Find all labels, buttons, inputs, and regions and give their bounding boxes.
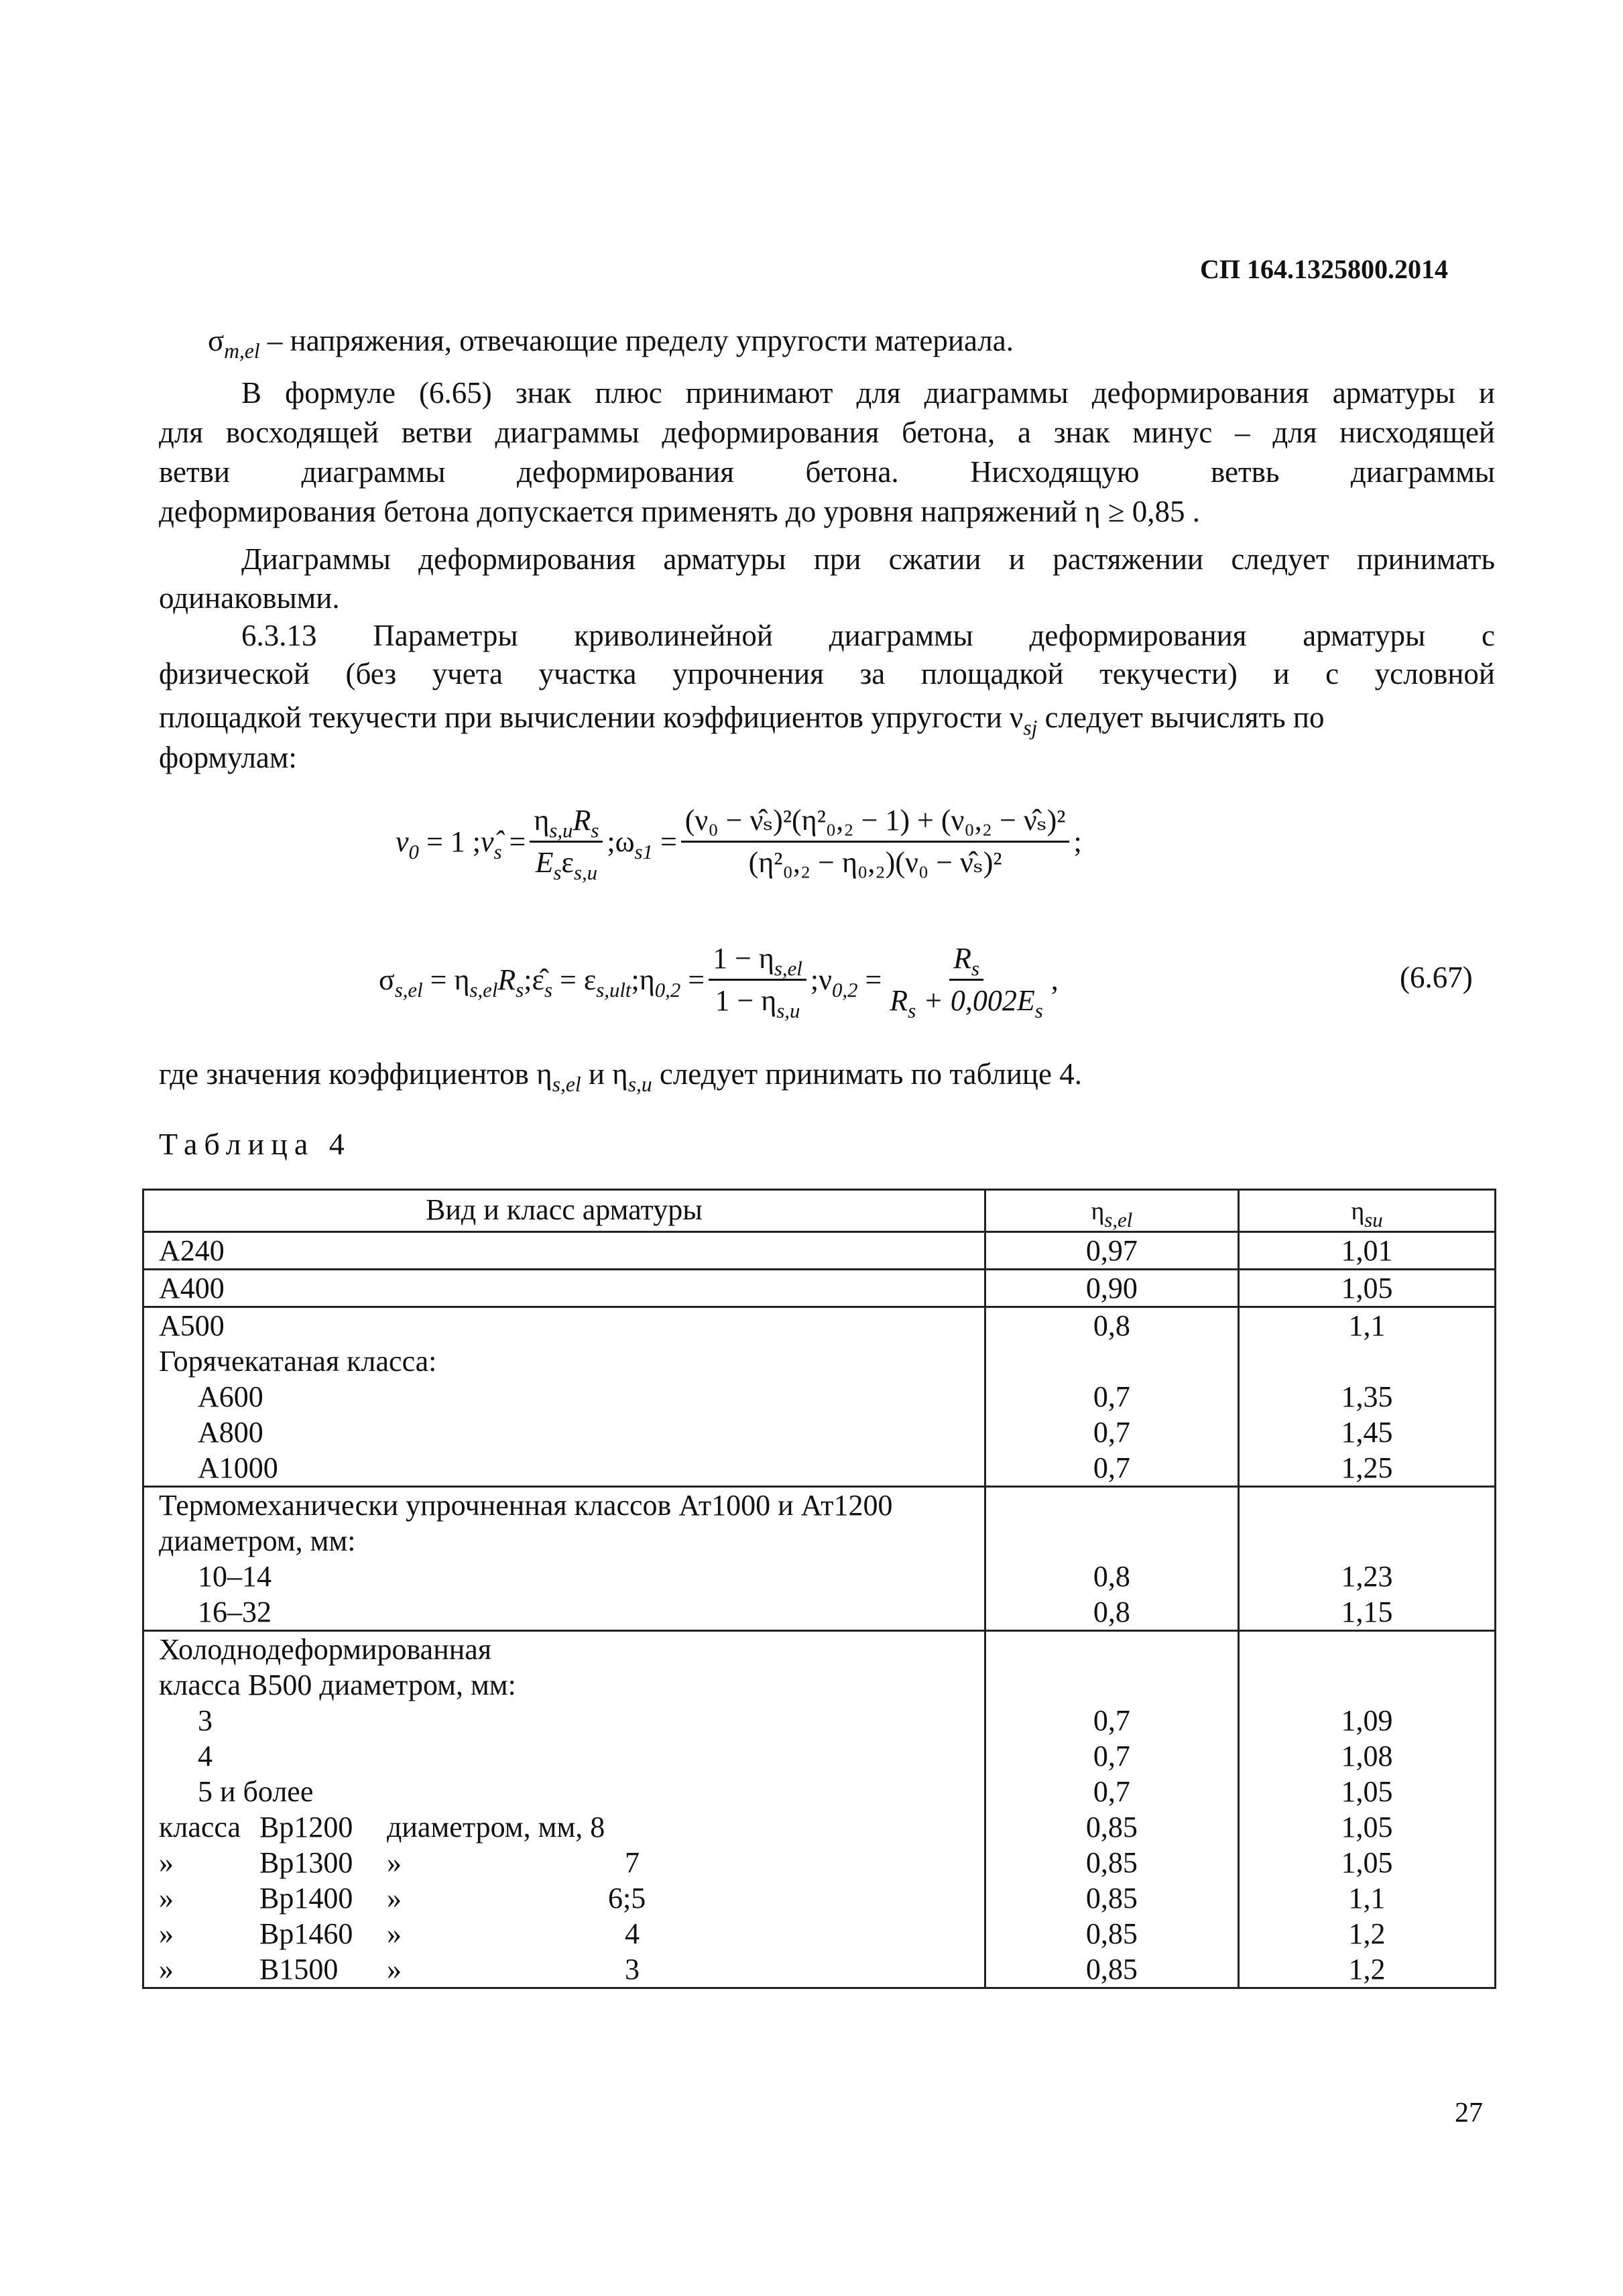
paragraph-3-line-1: Диаграммы деформирования арматуры при сжатии и растяжении следует принимать [241, 542, 1495, 576]
f1-nuhat: $\nû_s$ = [480, 825, 526, 863]
f1-nu0: $\nu_0 = 1$ ; [396, 825, 481, 863]
paragraph-5: где значения коэффициентов $\eta_{s,el}$ и $\eta_{s,u}$ следует принимать по таблице 4. [159, 1057, 1082, 1097]
paragraph-4-line-1: 6.3.13 Параметры криволинейной диаграммы деформирования арматуры с [241, 619, 1495, 652]
document-code: СП 164.1325800.2014 [1200, 254, 1448, 284]
equation-number: (6.67) [1400, 961, 1473, 994]
f2-sigma-el: $\sigma_{s,el} = \eta_{s,el}R_s$ [379, 963, 524, 1002]
paragraph-4-line-3-b: следует вычислять по [1037, 701, 1325, 734]
paragraph-4-line-3-a: площадкой текучести при вычислении коэффициентов упругости ν [159, 701, 1024, 734]
table-row: А500 Горячекатаная класса: А600 А800 А1000 0,8 0,7 0,7 0,7 1,1 1,35 1,45 1,25 [143, 1307, 1496, 1487]
sigma-definition [208, 320, 1014, 361]
paragraph-2-line-4: деформирования бетона допускается применять до уровня напряжений η ≥ 0,85 . [159, 495, 1201, 528]
nu-sj-subscript: sj [1023, 716, 1038, 740]
table-row: А400 0,90 1,05 [143, 1270, 1496, 1307]
table-title: Таблица 4 [159, 1127, 351, 1161]
paragraph-4-line-3 [159, 697, 1325, 740]
sigma-symbol: σ [208, 324, 225, 357]
f1-omega-fraction: $\frac{\text{(ν₀ − ν̂ₛ)²(η²₀,₂ − 1) + (ν₀,₂ − ν̂ₛ)²}}{\text{(η²₀,₂ − η₀,₂)(ν₀ − ν̂ₛ)²}}$ [681, 802, 1070, 882]
header-type-class: Вид и класс арматуры [143, 1190, 985, 1232]
header-eta-s-el: $\eta_{s,el}$ [985, 1190, 1238, 1232]
f2-nu02-fraction: $\frac{R_s}{R_s + 0,002E_s}$ [886, 940, 1046, 1020]
paragraph-4-line-2: физической (без учета участка упрочнения за площадкой текучести) и с условной [159, 657, 1495, 690]
f1-omega: $\omega_{s1}$ = [615, 825, 677, 863]
paragraph-2-line-3: ветви диаграммы деформирования бетона. Нисходящую ветвь диаграммы [159, 455, 1495, 489]
table-header-row [143, 1190, 1496, 1232]
paragraph-2-line-1: В формуле (6.65) знак плюс принимают для диаграммы деформирования арматуры и [241, 376, 1495, 410]
paragraph-4-line-4: формулам: [159, 741, 297, 774]
f2-eta02-fraction: $\frac{1 - \eta_{s,el}}{1 - \eta_{s,u}}$ [709, 940, 806, 1020]
sigma-subscript: m,el [224, 339, 260, 363]
table-row: Холоднодеформированная класса В500 диаметром, мм: 3 4 5 и более класса Вр1200 диаметром, мм, 8 » Вр1300 » 7 » Вр1400 » 6;5 » Вр1460 » 4 » В1500 » 3 0,7 0,7 0,7 0,85 0,85 0,85 0,85 0,85 1,09 1,08 1,05 1,05 1,05 1,1 1,2 1,2 [143, 1631, 1496, 1988]
header-eta-su: $\eta_{su}$ [1238, 1190, 1495, 1232]
formula-line-2: $\sigma_{s,el} = \eta_{s,el}R_s$ ; $\varepsilon̂_s = \varepsilon_{s,ult}$ ; $\eta_{0,2}$ = $\frac{1 - \eta_{s,el}}{1 - \eta_{s,u}}$ ; $\nu_{0,2}$ = $\frac{R_s}{R_s + 0,002E_s}$ , [379, 929, 1059, 1030]
page-number: 27 [1455, 2098, 1483, 2128]
f1-nuhat-fraction: $\frac{\eta_{s,u}R_s}{E_s\varepsilon_{s,u}}$ [530, 802, 603, 882]
formula-line-1: $\nu_0 = 1$ ; $\nû_s$ = $\frac{\eta_{s,u}R_s}{E_s\varepsilon_{s,u}}$ ; $\omega_{s1}$ = $\frac{\text{(ν₀ − ν̂ₛ)²(η²₀,₂ − 1) + (ν₀,₂ − ν̂ₛ)²}}{\text{(η²₀,₂ − η₀,₂)(ν₀ − ν̂ₛ)²}}$ ; [396, 791, 1082, 892]
f2-eta02: $\eta_{0,2}$ = [639, 963, 705, 1002]
table-row: Термомеханически упрочненная классов Ат1000 и Ат1200 диаметром, мм: 10–14 16–32 0,8 0,8 1,23 1,15 [143, 1487, 1496, 1631]
reinforcement-table [142, 1189, 1496, 1989]
paragraph-2-line-2: для восходящей ветви диаграммы деформирования бетона, а знак минус – для нисходящей [159, 416, 1495, 449]
f2-eps-hat: $\varepsilon̂_s = \varepsilon_{s,ult}$ [532, 963, 632, 1002]
sigma-definition-text: – напряжения, отвечающие пределу упругости материала. [259, 324, 1014, 357]
table-row: А240 0,97 1,01 [143, 1232, 1496, 1270]
paragraph-3-line-2: одинаковыми. [159, 581, 340, 615]
f2-nu02: $\nu_{0,2}$ = [819, 963, 882, 1002]
